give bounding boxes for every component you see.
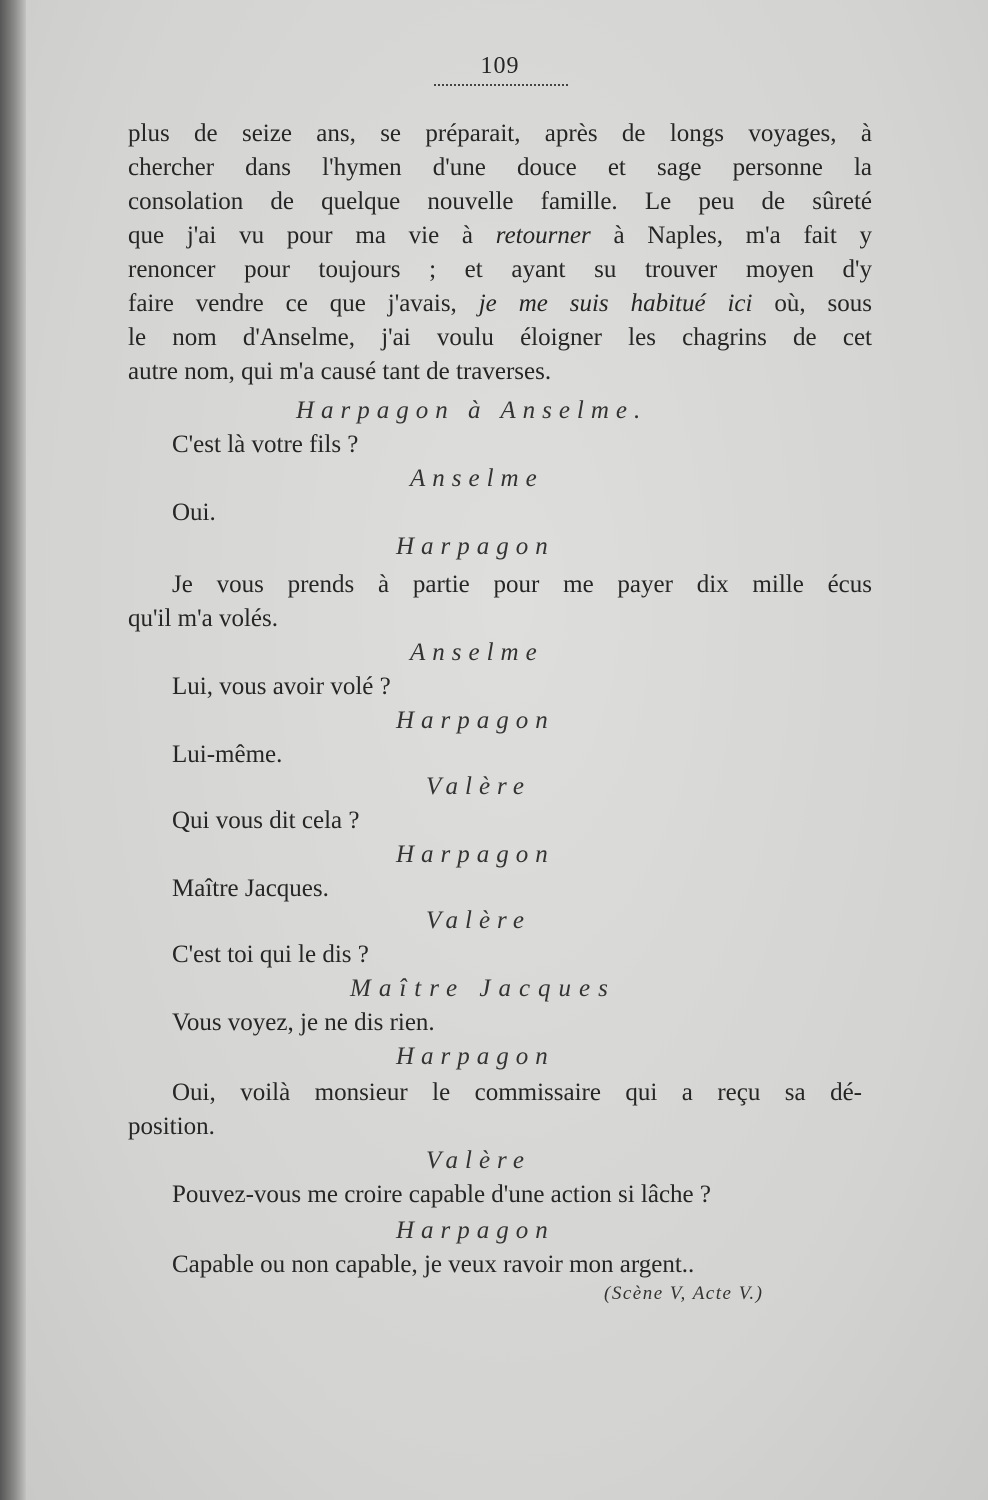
paragraph-line-4 <box>128 219 872 253</box>
paragraph-line-7: le nom d'Anselme, j'ai voulu éloigner les chagrins de cet <box>128 324 872 351</box>
paragraph-line-5: renoncer pour toujours ; et ayant su trouver moyen d'y <box>128 256 872 283</box>
page-number-rule <box>434 84 568 86</box>
paragraph-line-2: chercher dans l'hymen d'une douce et sage personne la <box>128 154 872 181</box>
book-page <box>26 0 988 1500</box>
dialogue-line: C'est toi qui le dis ? <box>172 941 369 968</box>
speaker-harpagon: Harpagon <box>396 841 555 868</box>
paragraph-line-6 <box>128 287 872 321</box>
dialogue-line-continued: position. <box>128 1113 215 1140</box>
speaker-valere: Valère <box>426 1147 531 1174</box>
paragraph-line-4-italic: retourner <box>495 222 591 249</box>
dialogue-line: Capable ou non capable, je veux ravoir mon argent.. <box>172 1251 695 1278</box>
paragraph-line-4-start: que j'ai vu pour ma vie à <box>128 222 474 249</box>
dialogue-line: Oui. <box>172 499 216 526</box>
dialogue-line: Lui, vous avoir volé ? <box>172 673 391 700</box>
speaker-valere: Valère <box>426 773 531 800</box>
paragraph-line-6-start: faire vendre ce que j'avais, <box>128 290 457 317</box>
speaker-maitre-jacques: Maître Jacques <box>350 975 616 1002</box>
dialogue-line: Pouvez-vous me croire capable d'une action si lâche ? <box>172 1181 712 1208</box>
page-number: 109 <box>480 53 520 79</box>
dialogue-line: C'est là votre fils ? <box>172 431 359 458</box>
book-binding-shadow <box>0 0 26 1500</box>
paragraph-line-6-italic: je me suis habitué ici <box>478 290 753 317</box>
speaker-harpagon: Harpagon <box>396 533 555 560</box>
dialogue-line: Maître Jacques. <box>172 875 329 902</box>
speaker-harpagon: Harpagon <box>396 1217 555 1244</box>
dialogue-line: Je vous prends à partie pour me payer dix mille écus <box>172 571 872 598</box>
speaker-anselme: Anselme <box>410 639 544 666</box>
paragraph-line-8: autre nom, qui m'a causé tant de traverses. <box>128 358 552 385</box>
paragraph-line-6-end: où, sous <box>774 290 873 317</box>
speaker-harpagon: Harpagon <box>396 707 555 734</box>
dialogue-line: Qui vous dit cela ? <box>172 807 360 834</box>
speaker-anselme: Anselme <box>410 465 544 492</box>
speaker-harpagon: Harpagon <box>396 1043 555 1070</box>
scene-citation: (Scène V, Acte V.) <box>604 1283 764 1304</box>
speaker-harpagon-a-anselme: Harpagon à Anselme. <box>296 397 648 424</box>
dialogue-line: Lui-même. <box>172 741 283 768</box>
paragraph-line-1: plus de seize ans, se préparait, après de longs voyages, à <box>128 120 872 147</box>
dialogue-line: Oui, voilà monsieur le commissaire qui a reçu sa dé- <box>172 1079 862 1106</box>
paragraph-line-3: consolation de quelque nouvelle famille. Le peu de sûreté <box>128 188 872 215</box>
speaker-valere: Valère <box>426 907 531 934</box>
dialogue-line: Vous voyez, je ne dis rien. <box>172 1009 435 1036</box>
dialogue-line-continued: qu'il m'a volés. <box>128 605 278 632</box>
paragraph-line-4-end: à Naples, m'a fait y <box>613 222 873 249</box>
